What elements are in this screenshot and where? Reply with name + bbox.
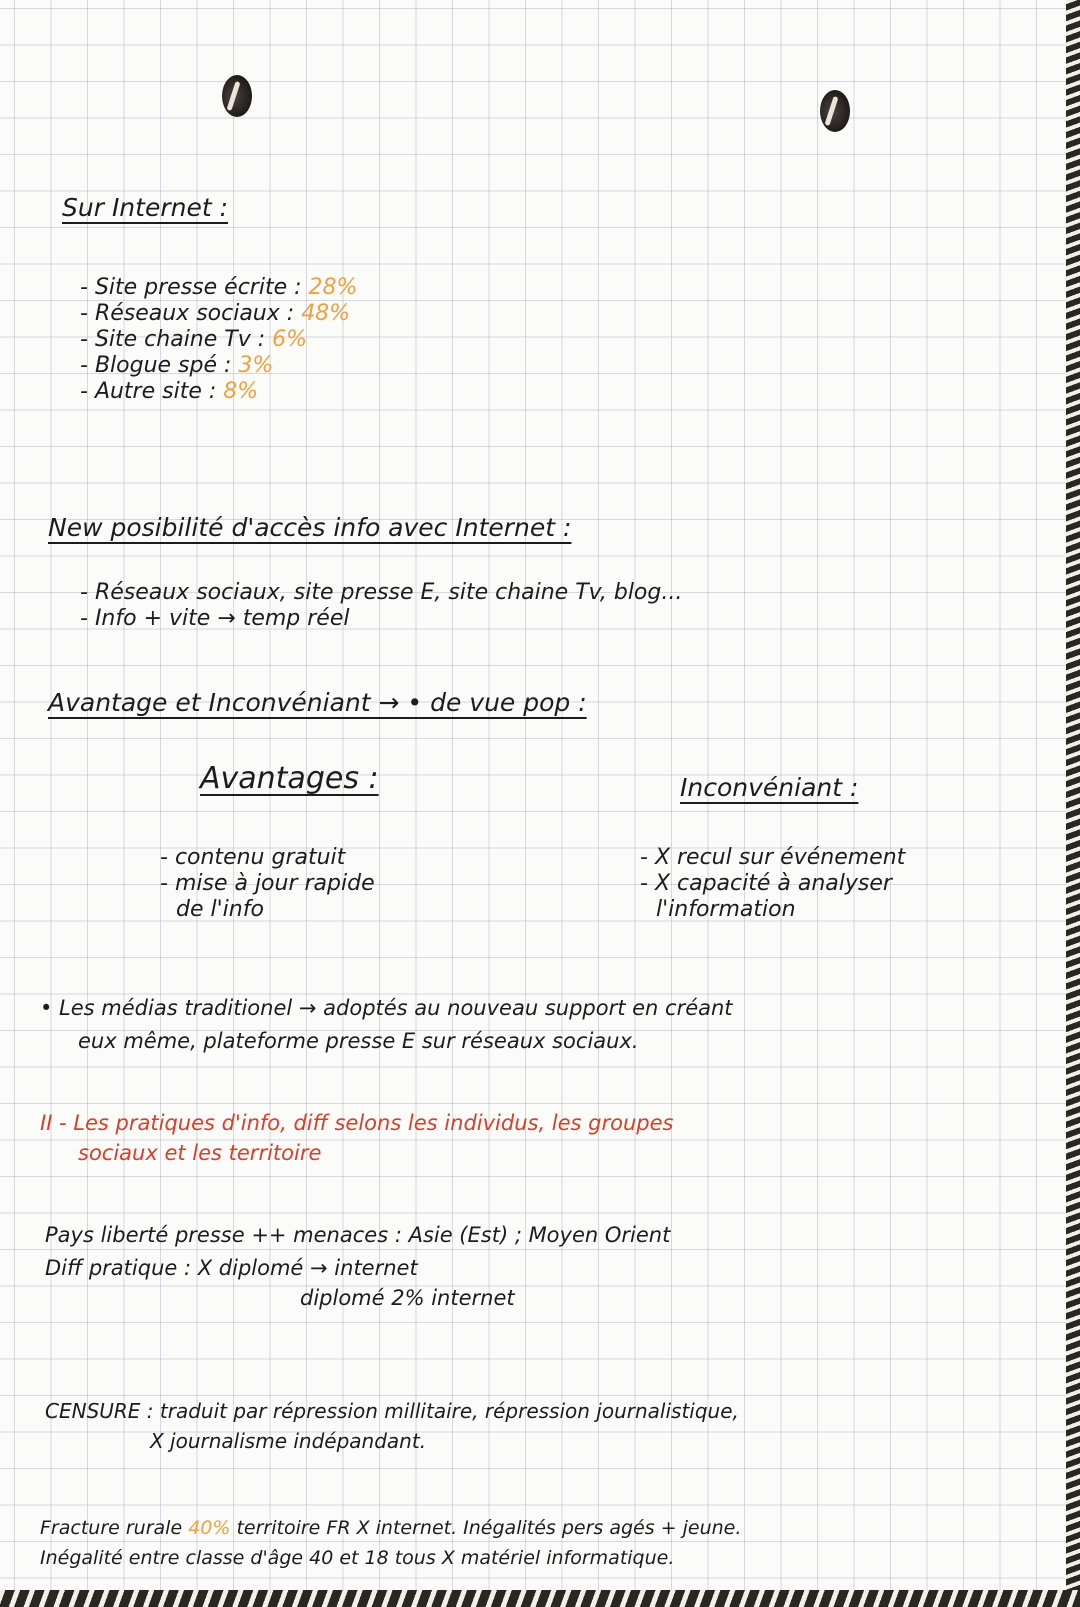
stat-item [80,275,357,301]
background-fabric-right [1066,0,1080,1607]
internet-stats-list [80,275,357,405]
section-title-internet: Sur Internet : [62,193,229,222]
traditional-media-note-line1: • Les médias traditionel → adoptés au nouveau support en créant [40,996,733,1020]
stat-value: 6% [272,327,308,352]
section-ii-heading-line2: sociaux et les territoire [78,1141,322,1165]
background-fabric-bottom [0,1590,1080,1607]
con-item-continued: l'information [656,897,796,922]
pros-list [160,845,375,923]
censorship-line1: CENSURE : traduit par répression millitaire, répression journalistique, [45,1399,739,1423]
rural-divide-text: territoire FR X internet. Inégalités pers agés + jeune. [236,1517,742,1539]
pro-item-continued: de l'info [176,897,264,922]
press-freedom-line: Pays liberté presse ++ menaces : Asie (Est) ; Moyen Orient [45,1223,671,1247]
stat-item [80,353,357,379]
section-title-new-access: New posibilité d'accès info avec Internet : [48,513,572,542]
stat-item [80,327,357,353]
stat-label: - Blogue spé : [80,353,231,378]
digital-divide-line1 [40,1515,741,1541]
new-access-list [80,580,682,632]
list-item: - Réseaux sociaux, site presse E, site chaine Tv, blog... [80,580,682,606]
section-ii-heading-line1: II - Les pratiques d'info, diff selons les individus, les groupes [40,1111,674,1135]
diff-practice-line [45,1255,418,1281]
stat-label: - Réseaux sociaux : [80,301,294,326]
pro-item: - mise à jour rapide [160,871,375,897]
traditional-media-note-line2: eux même, plateforme presse E sur réseaux sociaux. [78,1029,639,1053]
rural-divide-percent: 40% [188,1517,231,1539]
stat-item [80,379,357,405]
censorship-line2: X journalisme indépandant. [150,1429,427,1453]
stat-value: 3% [238,353,274,378]
stat-value: 8% [223,379,259,404]
rural-divide-label: Fracture rurale [40,1517,183,1539]
con-item: - X capacité à analyser [640,871,905,897]
con-item: - X recul sur événement [640,845,905,871]
cons-title: Inconvéniant : [680,773,859,802]
punch-hole-left [222,75,252,117]
diff-practice-label: Diff pratique : [45,1256,192,1280]
stat-label: - Autre site : [80,379,216,404]
cons-list [640,845,905,923]
pros-title: Avantages : [200,761,379,796]
punch-hole-right [820,90,850,132]
section-title-pros-cons: Avantage et Inconvéniant → • de vue pop : [48,688,587,717]
list-item: - Info + vite → temp réel [80,606,682,632]
pro-item: - contenu gratuit [160,845,375,871]
digital-divide-line2: Inégalité entre classe d'âge 40 et 18 tous X matériel informatique. [40,1547,675,1569]
diff-practice-value: X diplomé → internet [197,1256,418,1280]
stat-value: 28% [308,275,358,300]
stat-label: - Site chaine Tv : [80,327,265,352]
stat-label: - Site presse écrite : [80,275,302,300]
stat-value: 48% [301,301,351,326]
graduate-internet-line: diplomé 2% internet [300,1286,515,1310]
stat-item [80,301,357,327]
